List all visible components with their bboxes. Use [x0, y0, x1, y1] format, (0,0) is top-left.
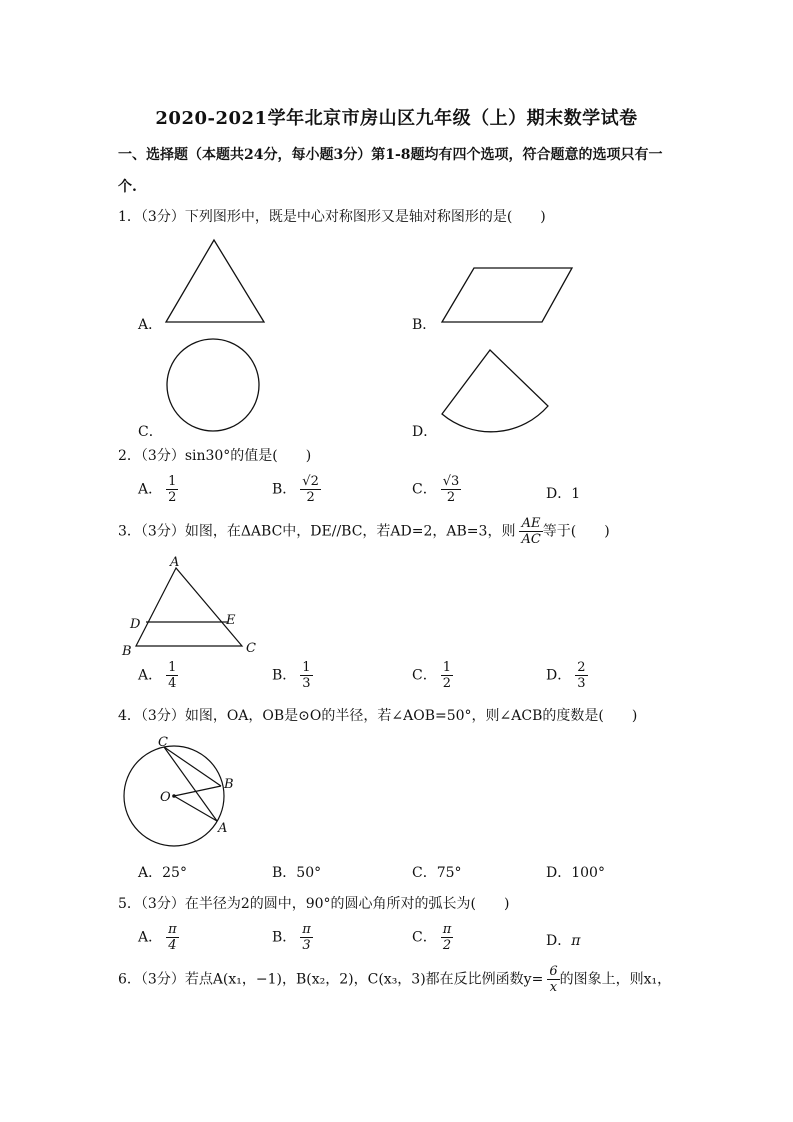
q4-option-d-value: 100° — [571, 865, 605, 881]
denominator: 4 — [168, 938, 177, 953]
q5-option-a-label: A． — [138, 929, 163, 946]
q5-option-c-fraction — [441, 922, 454, 953]
section-heading: 一、选择题（本题共24分，每小题3分）第1-8题均有四个选项，符合题意的选项只有一 — [118, 147, 663, 163]
numerator: AE — [519, 516, 542, 532]
numerator: 6 — [549, 964, 558, 979]
question-2-stem: 2．（3分）sin30°的值是( ) — [118, 448, 312, 464]
denominator: 3 — [302, 676, 311, 691]
q4-option-c-label: C． — [412, 865, 437, 881]
q2-option-a — [138, 474, 178, 505]
q2-option-d-label: D． — [546, 486, 572, 502]
q5-option-d-value: π — [571, 933, 581, 949]
q2-option-d-value: 1 — [571, 486, 581, 502]
q2-option-c — [412, 474, 461, 505]
section-heading-cont: 个. — [118, 179, 137, 195]
numerator: 1 — [442, 660, 451, 675]
denominator: 3 — [577, 676, 586, 691]
parallelogram-icon — [436, 262, 576, 328]
numerator: π — [442, 922, 452, 937]
q3-option-c-fraction — [441, 660, 453, 691]
denominator: x — [549, 980, 558, 995]
denominator: 3 — [302, 938, 311, 953]
q2-option-c-label: C． — [412, 481, 437, 498]
label-a: A — [218, 821, 228, 836]
q3-option-c-label: C． — [412, 667, 437, 684]
q2-option-a-label: A． — [138, 481, 163, 498]
q4-circle-figure — [118, 732, 248, 842]
q3-option-b-fraction — [300, 660, 312, 691]
denominator: 4 — [168, 676, 177, 691]
q3-stem-pre: 3．（3分）如图，在ΔABC中，DE//BC，若AD=2，AB=3，则 — [118, 523, 516, 540]
label-a: A — [170, 555, 180, 570]
numerator: 1 — [168, 660, 177, 675]
q5-option-c — [412, 922, 453, 953]
q4-option-b-value: 50° — [296, 865, 322, 881]
q1-option-a-label: A． — [138, 317, 163, 333]
numerator: 2 — [577, 660, 586, 675]
numerator: 1 — [168, 474, 177, 489]
q5-option-b — [272, 922, 313, 953]
label-b: B — [224, 777, 234, 792]
sector-icon — [436, 344, 556, 436]
numerator: √2 — [302, 474, 319, 489]
q3-option-d-fraction — [575, 660, 587, 691]
q3-option-d — [546, 660, 588, 691]
q3-option-d-label: D． — [546, 667, 572, 684]
q1-option-b-label: B． — [412, 317, 437, 333]
q2-option-b-label: B． — [272, 481, 297, 498]
triangle-icon — [160, 236, 270, 328]
q2-option-b-fraction — [300, 474, 321, 505]
question-1-stem: 1．（3分）下列图形中，既是中心对称图形又是轴对称图形的是( ) — [118, 209, 546, 225]
denominator: 2 — [442, 676, 451, 691]
q2-option-a-fraction — [166, 474, 178, 505]
label-b: B — [122, 644, 132, 659]
q6-stem-post: 的图象上，则x₁， — [559, 971, 672, 988]
q4-option-a-label: A． — [138, 865, 163, 881]
q6-stem-fraction — [547, 964, 559, 995]
numerator: 1 — [302, 660, 311, 675]
q3-option-a — [138, 660, 178, 691]
circle-icon — [160, 336, 270, 436]
denominator: AC — [521, 532, 541, 547]
label-c: C — [158, 735, 168, 750]
page-title: 2020-2021学年北京市房山区九年级（上）期末数学试卷 — [155, 108, 638, 129]
q1-option-c-label: C． — [138, 424, 163, 440]
q4-option-a — [138, 862, 187, 882]
denominator: 2 — [446, 490, 456, 505]
question-3-stem — [118, 516, 610, 547]
numerator: π — [302, 922, 311, 937]
q5-option-b-label: B． — [272, 929, 297, 946]
q3-option-b — [272, 660, 313, 691]
q2-option-b — [272, 474, 321, 505]
q2-option-c-fraction — [441, 474, 462, 505]
numerator: √3 — [442, 474, 460, 489]
q5-option-d-label: D． — [546, 933, 572, 949]
numerator: π — [168, 922, 177, 937]
q4-option-d — [546, 862, 605, 882]
q4-option-d-label: D． — [546, 865, 572, 881]
q4-option-c-value: 75° — [436, 865, 462, 881]
q4-option-b-label: B． — [272, 865, 297, 881]
q3-option-a-fraction — [166, 660, 178, 691]
q4-option-a-value: 25° — [162, 865, 187, 881]
q3-option-a-label: A． — [138, 667, 163, 684]
q5-option-a — [138, 922, 179, 953]
q3-stem-post: 等于( ) — [542, 523, 610, 540]
q1-option-d-label: D． — [412, 424, 438, 440]
question-4-stem: 4．（3分）如图，OA，OB是⊙O的半径，若∠AOB=50°，则∠ACB的度数是( ) — [118, 708, 638, 724]
q5-option-a-fraction — [166, 922, 179, 953]
q3-option-b-label: B． — [272, 667, 297, 684]
denominator: 2 — [306, 490, 315, 505]
q5-option-d — [546, 930, 580, 950]
label-e: E — [226, 613, 236, 628]
q3-triangle-figure — [118, 556, 268, 662]
q3-stem-fraction — [519, 516, 542, 547]
label-d: D — [130, 617, 141, 632]
denominator: 2 — [168, 490, 177, 505]
question-5-stem: 5．（3分）在半径为2的圆中，90°的圆心角所对的弧长为( ) — [118, 896, 510, 912]
q4-option-c — [412, 862, 462, 882]
q2-option-d — [546, 483, 580, 503]
label-o: O — [160, 790, 171, 805]
q6-stem-pre: 6．（3分）若点A(x₁，−1)，B(x₂，2)，C(x₃，3)都在反比例函数y= — [118, 971, 544, 988]
q4-option-b — [272, 862, 321, 882]
q5-option-b-fraction — [300, 922, 313, 953]
q3-option-c — [412, 660, 453, 691]
label-c: C — [246, 641, 256, 656]
denominator: 2 — [442, 938, 452, 953]
question-6-stem — [118, 964, 671, 995]
q5-option-c-label: C． — [412, 929, 437, 946]
